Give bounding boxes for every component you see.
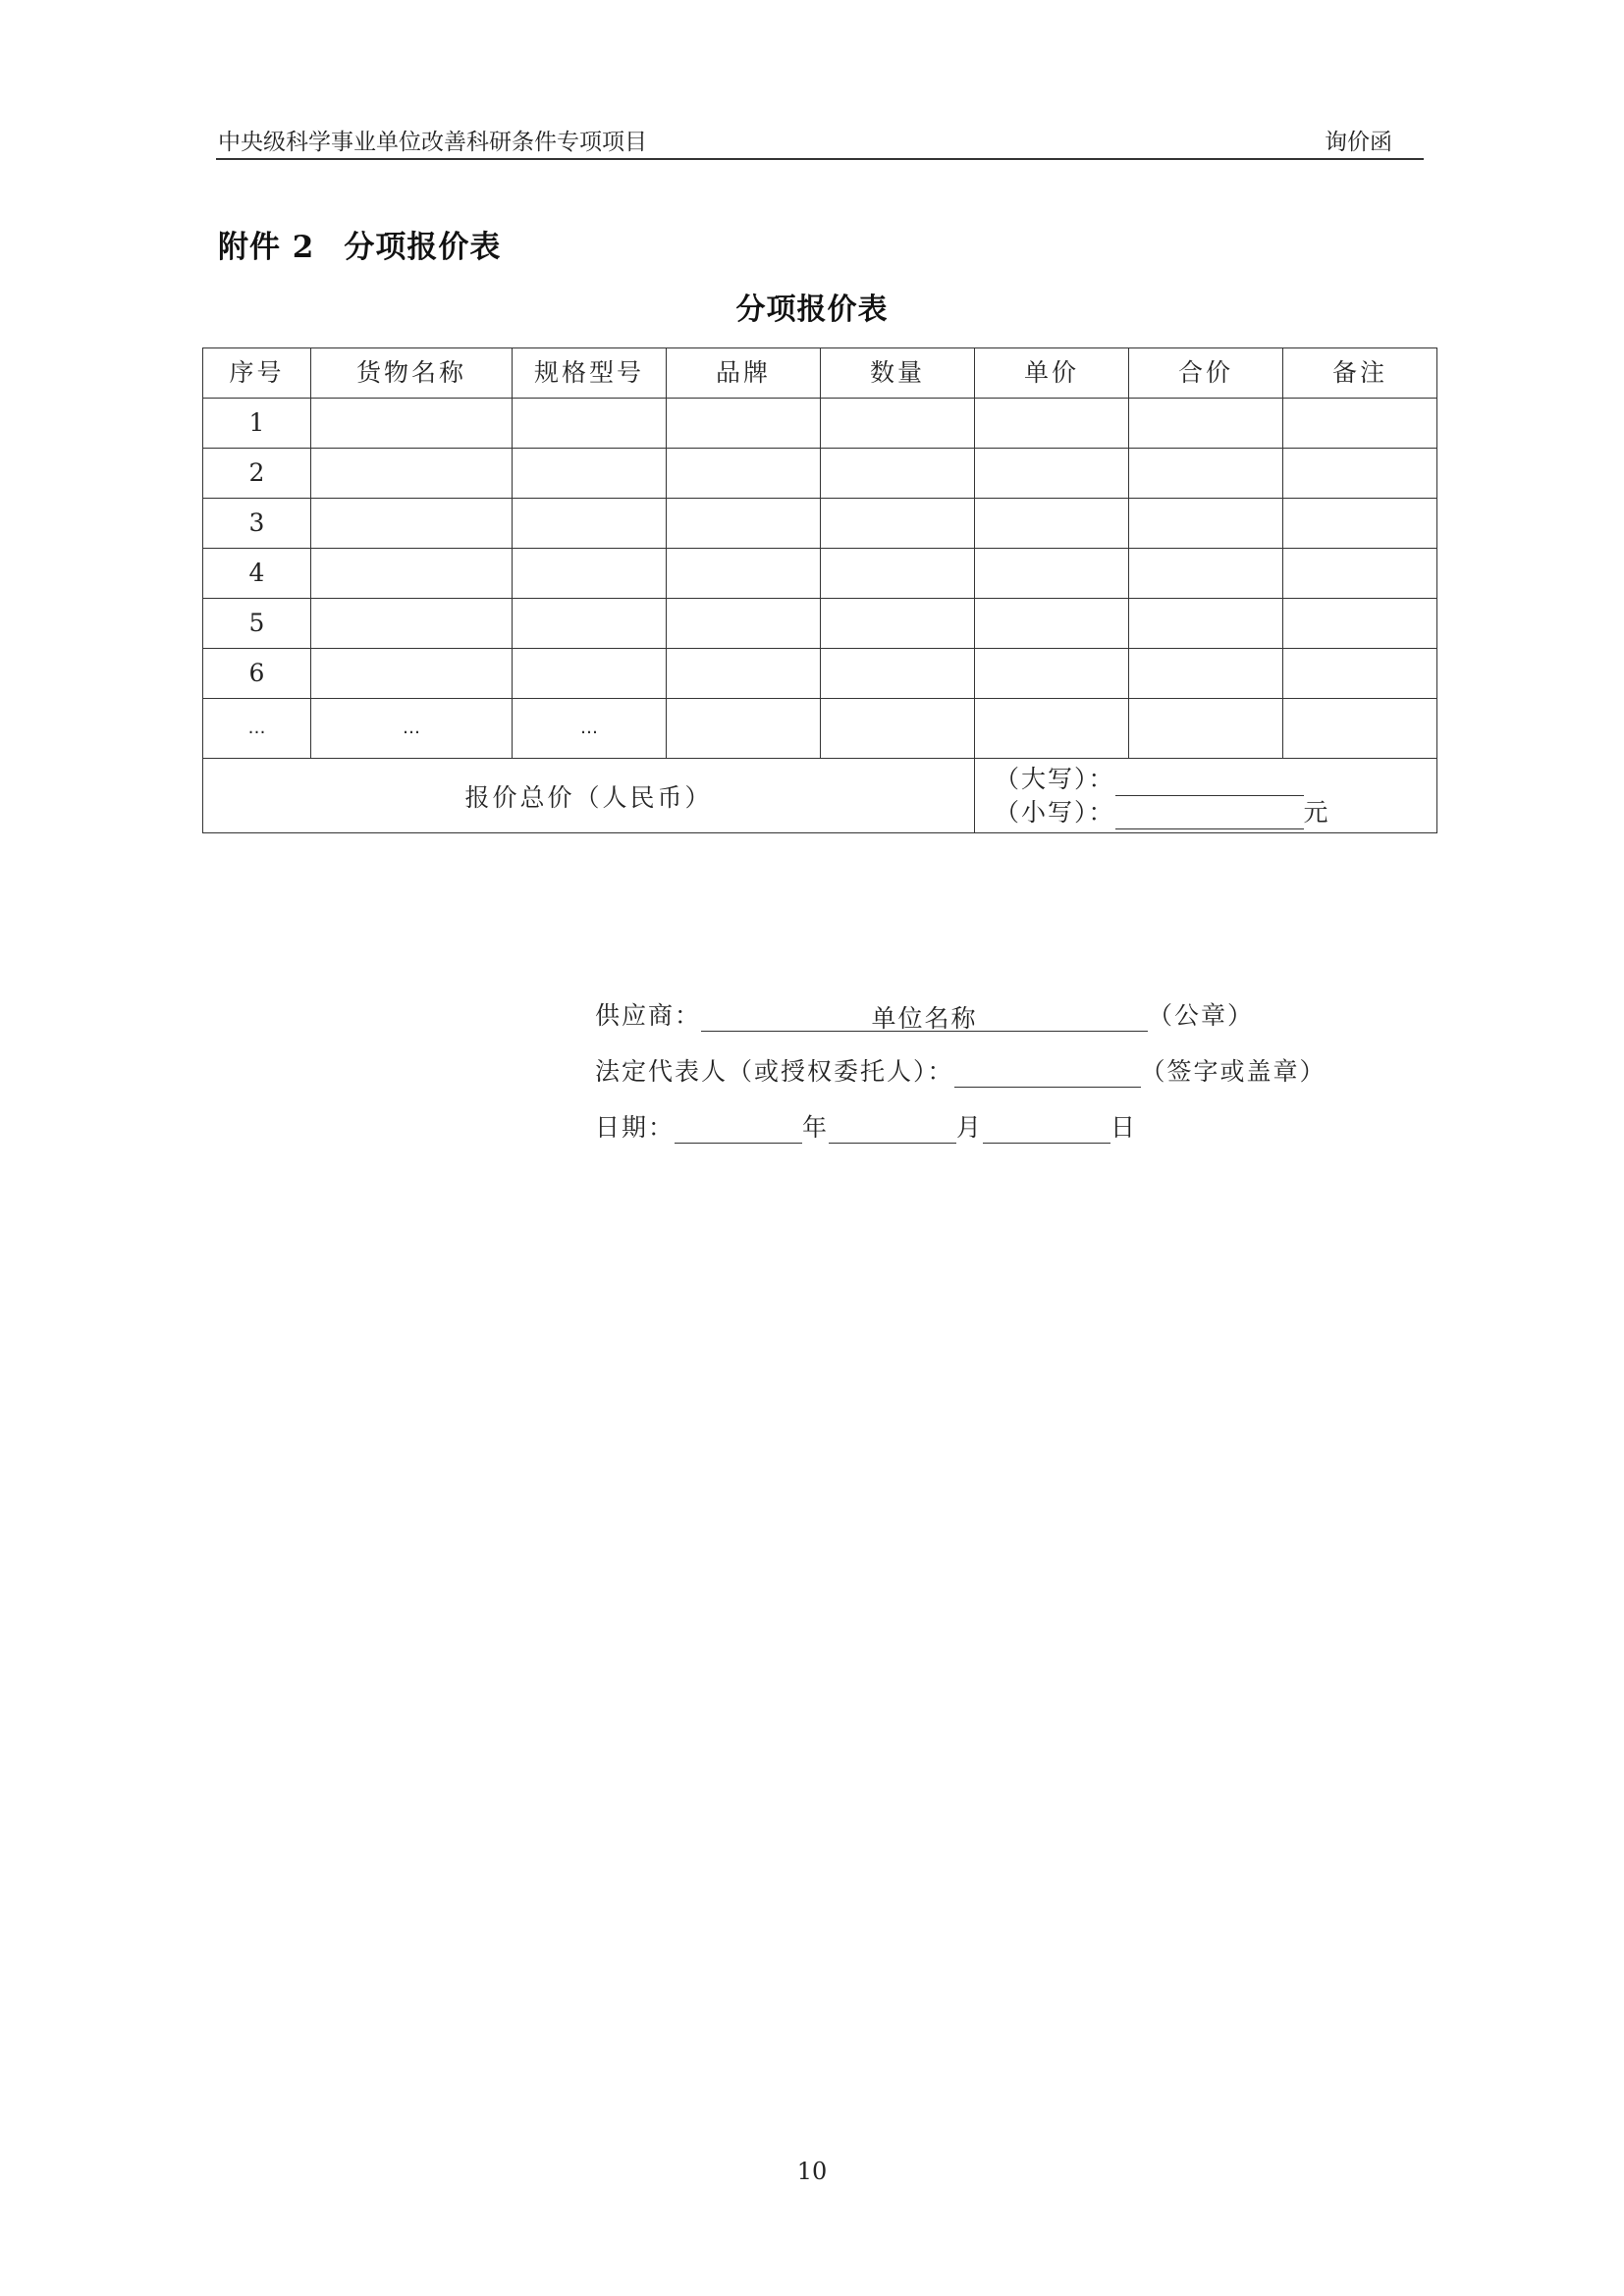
table-cell xyxy=(821,649,975,699)
table-cell xyxy=(821,449,975,499)
representative-label: 法定代表人（或授权委托人）： xyxy=(595,1057,954,1086)
table-cell xyxy=(513,549,667,599)
total-row xyxy=(203,759,1437,833)
column-header-total-price: 合价 xyxy=(1129,348,1283,399)
table-cell xyxy=(1129,449,1283,499)
row-index: 4 xyxy=(203,549,311,599)
table-row xyxy=(203,449,1437,499)
table-cell xyxy=(311,649,513,699)
table-row xyxy=(203,499,1437,549)
row-index: 1 xyxy=(203,399,311,449)
uppercase-amount-blank xyxy=(1115,770,1304,796)
lowercase-amount-line xyxy=(995,796,1436,829)
table-cell xyxy=(1283,449,1437,499)
table-cell xyxy=(513,599,667,649)
table-cell xyxy=(667,599,821,649)
column-header-quantity: 数量 xyxy=(821,348,975,399)
table-cell xyxy=(821,599,975,649)
column-header-model: 规格型号 xyxy=(513,348,667,399)
table-cell xyxy=(1129,549,1283,599)
table-cell xyxy=(311,599,513,649)
lowercase-amount-label: （小写）： xyxy=(995,797,1115,827)
supplier-name-value: 单位名称 xyxy=(871,1004,978,1033)
table-header-row xyxy=(203,348,1437,399)
supplier-label: 供应商： xyxy=(595,1001,702,1030)
row-index: 6 xyxy=(203,649,311,699)
table-cell xyxy=(311,499,513,549)
date-line xyxy=(595,1108,1137,1144)
table-cell xyxy=(667,549,821,599)
table-cell xyxy=(311,549,513,599)
table-cell xyxy=(821,399,975,449)
uppercase-amount-label: （大写）： xyxy=(995,764,1115,793)
table-cell xyxy=(1129,649,1283,699)
attachment-title: 分项报价表 xyxy=(344,230,502,265)
column-header-remarks: 备注 xyxy=(1283,348,1437,399)
seal-note: （公章） xyxy=(1148,1001,1255,1030)
supplier-line xyxy=(595,996,1254,1032)
table-cell xyxy=(1283,549,1437,599)
table-cell xyxy=(1129,599,1283,649)
representative-line xyxy=(595,1052,1326,1088)
table-cell xyxy=(975,699,1129,759)
page-number: 10 xyxy=(796,2158,828,2185)
column-header-brand: 品牌 xyxy=(667,348,821,399)
table-cell xyxy=(975,599,1129,649)
table-cell xyxy=(513,399,667,449)
header-project-name: 中央级科学事业单位改善科研条件专项项目 xyxy=(218,130,647,155)
table-cell xyxy=(513,499,667,549)
table-cell xyxy=(1129,499,1283,549)
column-header-unit-price: 单价 xyxy=(975,348,1129,399)
currency-unit: 元 xyxy=(1303,797,1330,827)
header-doc-type: 询价函 xyxy=(1325,130,1392,155)
day-label: 日 xyxy=(1110,1113,1138,1142)
day-field xyxy=(983,1111,1110,1144)
table-cell xyxy=(975,649,1129,699)
month-label: 月 xyxy=(956,1113,984,1142)
table-cell xyxy=(1283,399,1437,449)
total-amounts xyxy=(975,759,1437,833)
table-cell xyxy=(821,549,975,599)
table-row xyxy=(203,599,1437,649)
total-price-label: 报价总价（人民币） xyxy=(203,759,975,833)
table-cell xyxy=(1129,399,1283,449)
date-label: 日期： xyxy=(595,1113,676,1142)
table-cell xyxy=(1129,699,1283,759)
table-cell xyxy=(821,699,975,759)
column-header-index: 序号 xyxy=(203,348,311,399)
row-index: 3 xyxy=(203,499,311,549)
table-cell xyxy=(975,399,1129,449)
year-label: 年 xyxy=(802,1113,830,1142)
row-index: 5 xyxy=(203,599,311,649)
table-row xyxy=(203,649,1437,699)
table-row xyxy=(203,549,1437,599)
table-cell xyxy=(975,449,1129,499)
table-cell xyxy=(513,649,667,699)
attachment-label: 附件 2 xyxy=(218,230,315,265)
table-cell xyxy=(667,649,821,699)
ellipsis-cell: … xyxy=(513,699,667,759)
column-header-goods-name: 货物名称 xyxy=(311,348,513,399)
representative-field xyxy=(954,1055,1141,1088)
table-row xyxy=(203,399,1437,449)
table-cell xyxy=(1283,599,1437,649)
month-field xyxy=(829,1111,956,1144)
table-cell xyxy=(1283,699,1437,759)
row-index: 2 xyxy=(203,449,311,499)
uppercase-amount-line xyxy=(995,763,1436,796)
ellipsis-cell: … xyxy=(311,699,513,759)
table-cell xyxy=(311,399,513,449)
year-field xyxy=(675,1111,802,1144)
signature-note: （签字或盖章） xyxy=(1140,1057,1326,1086)
ellipsis-cell: … xyxy=(203,699,311,759)
table-cell xyxy=(667,399,821,449)
supplier-name-field xyxy=(701,999,1148,1032)
attachment-heading xyxy=(218,222,501,266)
table-cell xyxy=(975,499,1129,549)
table-cell xyxy=(821,499,975,549)
table-cell xyxy=(1283,499,1437,549)
table-row-ellipsis xyxy=(203,699,1437,759)
table-cell xyxy=(975,549,1129,599)
table-cell xyxy=(667,499,821,549)
header-rule xyxy=(216,158,1424,160)
table-cell xyxy=(667,699,821,759)
table-cell xyxy=(667,449,821,499)
table-cell xyxy=(311,449,513,499)
lowercase-amount-blank xyxy=(1115,803,1304,829)
table-title: 分项报价表 xyxy=(735,293,889,327)
table-cell xyxy=(1283,649,1437,699)
quote-table xyxy=(202,347,1437,833)
table-cell xyxy=(513,449,667,499)
